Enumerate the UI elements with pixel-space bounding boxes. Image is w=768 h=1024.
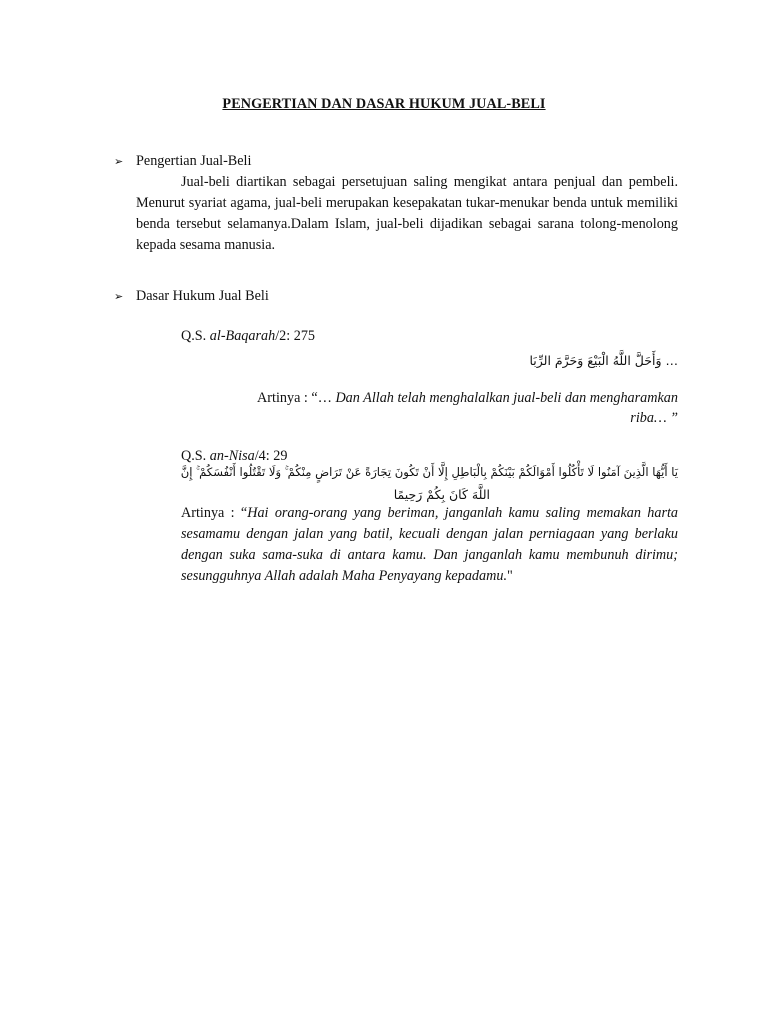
translation-text: Hai orang-orang yang beriman, janganlah kamu saling memakan harta sesamamu dengan jalan yang batil, kecuali dengan jalan perniagaan yang berlaku dengan suka sama-suka di antara kamu. Dan janganlah kamu membunuh dirimu; sesungguhnya Allah adalah Maha Penyayang kepadamu. [181, 505, 679, 584]
translation-label: Artinya : “… [257, 390, 336, 406]
document-title: PENGERTIAN DAN DASAR HUKUM JUAL-BELI [222, 96, 546, 112]
paragraph-pengertian: Jual-beli diartikan sebagai persetujuan saling mengikat antara penjual dan pembeli. Menurut syariat agama, jual-beli merupakan kesepakatan tukar-menukar benda untuk memiliki benda tersebut selamanya.Dalam Islam, jual-beli dijadikan sebagai sarana tolong-menolong kepada sesama manusia. [136, 174, 678, 253]
ref-prefix: Q.S. [181, 328, 210, 344]
section-heading-pengertian: Pengertian Jual-Beli [136, 153, 252, 169]
translation-text: Dan Allah telah menghalalkan jual-beli dan mengharamkan riba… ” [335, 390, 678, 426]
ref-suffix: /2: 275 [275, 328, 316, 344]
arabic-verse-baqarah: … وَأَحَلَّ اللَّهُ الْبَيْعَ وَحَرَّمَ الرِّبَا [529, 353, 678, 368]
surah-name: an-Nisa [209, 448, 255, 464]
surah-name: al-Baqarah [209, 328, 276, 344]
bullet-arrow-icon: ➢ [114, 156, 124, 168]
arabic-line2-text: اللَّهَ كَانَ بِكُمْ رَحِيمًا [393, 487, 490, 502]
translation-nisa [181, 503, 678, 587]
translation-label: Artinya : “ [181, 505, 248, 521]
translation-baqarah [181, 388, 678, 428]
ref-prefix: Q.S. [181, 448, 210, 464]
ref-suffix: /4: 29 [254, 448, 288, 464]
translation-close-quote: " [507, 568, 513, 584]
arabic-verse-nisa-line2 [393, 484, 678, 505]
verse-reference-baqarah [181, 326, 315, 347]
bullet-arrow-icon: ➢ [114, 291, 124, 303]
arabic-verse-nisa-line1: يَا أَيُّهَا الَّذِينَ آمَنُوا لَا تَأْكُلُوا أَمْوَالَكُمْ بَيْنَكُمْ بِالْبَاطِلِ إِلَّا أَنْ تَكُونَ تِجَارَةً عَنْ تَرَاضٍ مِنْكُمْ ۚ وَلَا تَقْتُلُوا أَنْفُسَكُمْ ۚ إِنَّ [180, 465, 678, 479]
section-heading-dasar-hukum: Dasar Hukum Jual Beli [136, 288, 269, 304]
